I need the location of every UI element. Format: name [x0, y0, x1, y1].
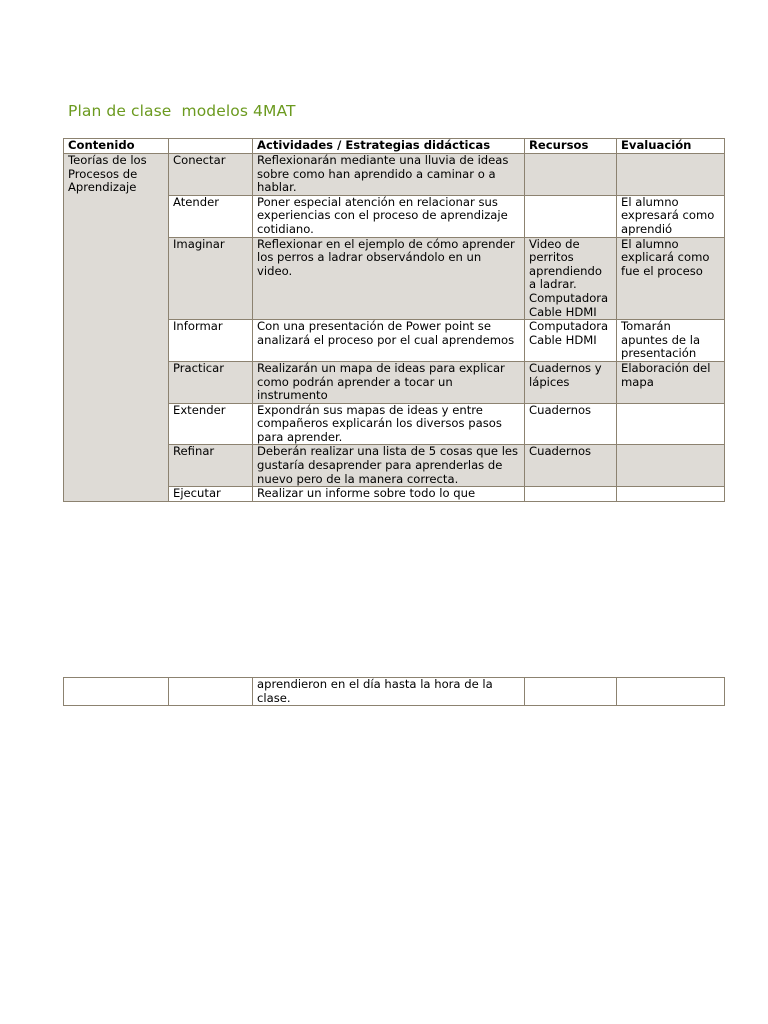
fase-cell: Atender — [169, 195, 253, 237]
header-recursos: Recursos — [525, 139, 617, 154]
fase-cell — [169, 678, 253, 706]
lesson-plan-table-continuation — [63, 677, 725, 706]
actividad-cell: Reflexionar en el ejemplo de cómo aprender los perros a ladrar observándolo en un video. — [253, 237, 525, 320]
table-header-row — [64, 139, 725, 154]
evaluacion-cell — [617, 678, 725, 706]
recursos-cell — [525, 487, 617, 502]
table-row — [64, 678, 725, 706]
evaluacion-cell: Tomarán apuntes de la presentación — [617, 320, 725, 362]
recursos-cell — [525, 678, 617, 706]
header-actividades: Actividades / Estrategias didácticas — [253, 139, 525, 154]
document-title: Plan de clase modelos 4MAT — [68, 102, 296, 120]
fase-cell: Practicar — [169, 361, 253, 403]
recursos-cell: Cuadernos — [525, 403, 617, 445]
actividad-cell: Reflexionarán mediante una lluvia de ideas sobre como han aprendido a caminar o a hablar. — [253, 154, 525, 196]
evaluacion-cell — [617, 403, 725, 445]
evaluacion-cell — [617, 445, 725, 487]
evaluacion-cell: Elaboración del mapa — [617, 361, 725, 403]
fase-cell: Extender — [169, 403, 253, 445]
recursos-cell: Computadora Cable HDMI — [525, 320, 617, 362]
header-evaluacion: Evaluación — [617, 139, 725, 154]
actividad-cell: Deberán realizar una lista de 5 cosas que les gustaría desaprender para aprenderlas de nuevo pero de la manera correcta. — [253, 445, 525, 487]
recursos-cell — [525, 195, 617, 237]
header-fase — [169, 139, 253, 154]
evaluacion-cell: El alumno expresará como aprendió — [617, 195, 725, 237]
table-row — [64, 154, 725, 196]
fase-cell: Refinar — [169, 445, 253, 487]
actividad-cell: Con una presentación de Power point se analizará el proceso por el cual aprendemos — [253, 320, 525, 362]
actividad-cell: Realizarán un mapa de ideas para explicar como podrán aprender a tocar un instrumento — [253, 361, 525, 403]
fase-cell: Informar — [169, 320, 253, 362]
fase-cell: Ejecutar — [169, 487, 253, 502]
fase-cell: Conectar — [169, 154, 253, 196]
recursos-cell: Cuadernos — [525, 445, 617, 487]
evaluacion-cell: El alumno explicará como fue el proceso — [617, 237, 725, 320]
fase-cell: Imaginar — [169, 237, 253, 320]
contenido-cell — [64, 678, 169, 706]
evaluacion-cell — [617, 154, 725, 196]
actividad-cell: Poner especial atención en relacionar sus experiencias con el proceso de aprendizaje cotidiano. — [253, 195, 525, 237]
actividad-cell: aprendieron en el día hasta la hora de la clase. — [253, 678, 525, 706]
header-contenido: Contenido — [64, 139, 169, 154]
contenido-cell: Teorías de los Procesos de Aprendizaje — [64, 154, 169, 502]
actividad-cell: Realizar un informe sobre todo lo que — [253, 487, 525, 502]
recursos-cell: Cuadernos y lápices — [525, 361, 617, 403]
actividad-cell: Expondrán sus mapas de ideas y entre compañeros explicarán los diversos pasos para aprender. — [253, 403, 525, 445]
recursos-cell — [525, 154, 617, 196]
lesson-plan-table — [63, 138, 725, 502]
evaluacion-cell — [617, 487, 725, 502]
recursos-cell: Video de perritos aprendiendo a ladrar. Computadora Cable HDMI — [525, 237, 617, 320]
